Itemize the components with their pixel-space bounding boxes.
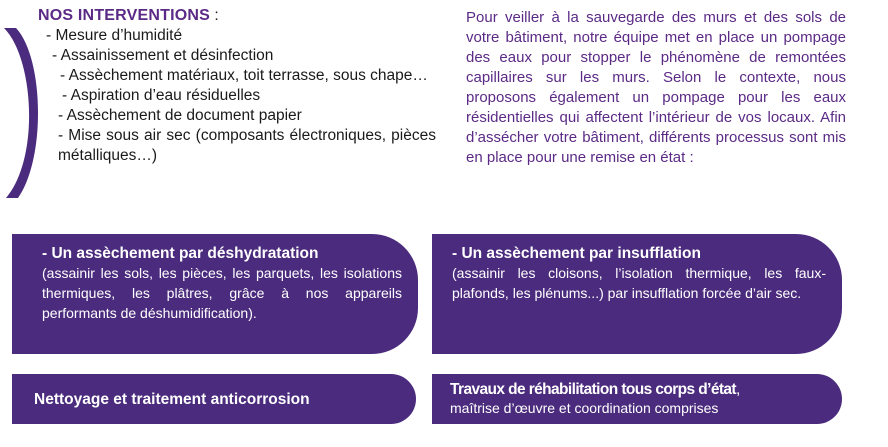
intervention-item: - Mesure d’humidité	[46, 27, 183, 44]
intervention-item: - Aspiration d’eau résiduelles	[62, 87, 261, 104]
panel-insufflation-desc: (assainir les cloisons, l’isolation thermique, les faux-plafonds, les plénums...) par insufflation forcée d’air sec.	[452, 265, 826, 301]
decorative-bracket	[0, 28, 42, 198]
intervention-item: - Assèchement matériaux, toit terrasse, sous chape…	[60, 67, 428, 84]
interventions-list	[38, 6, 438, 166]
panel-rehabilitation	[432, 374, 842, 424]
intro-paragraph: Pour veiller à la sauvegarde des murs et des sols de votre bâtiment, notre équipe met en place un pompage des eaux pour stopper le phénomène de remontées capillaires sur les murs. Selon le contexte, nous proposons également un pompage pour les eaux résidentielles qui affectent l’intérieur de vos locaux. Afin d’assécher votre bâtiment, différents processus sont mis en place pour une remise en état :	[466, 9, 846, 166]
panel-dehydration-title: - Un assèchement par déshydratation	[42, 245, 319, 262]
panel-insufflation	[432, 234, 842, 354]
panel-anticorrosion-title: Nettoyage et traitement anticorrosion	[34, 390, 310, 408]
interventions-heading-colon: :	[210, 7, 219, 24]
panel-dehydration-desc: (assainir les sols, les pièces, les parquets, les isolations thermiques, les plâtres, grâce à nos appareils performants de déshumidification).	[42, 265, 402, 321]
intervention-item: - Mise sous air sec (composants électroniques, pièces métalliques…)	[58, 127, 436, 164]
intervention-item: - Assainissement et désinfection	[52, 47, 274, 64]
panel-anticorrosion	[12, 374, 416, 424]
panel-rehabilitation-title-line	[450, 380, 842, 399]
panel-rehabilitation-title-suffix: ,	[736, 381, 741, 398]
panel-insufflation-title: - Un assèchement par insufflation	[452, 245, 701, 262]
interventions-heading-line	[38, 6, 438, 26]
panel-rehabilitation-desc: maîtrise d’œuvre et coordination comprises	[450, 400, 719, 416]
panel-rehabilitation-title: Travaux de réhabilitation tous corps d’état	[450, 381, 736, 398]
intervention-item: - Assèchement de document papier	[58, 107, 302, 124]
interventions-heading: NOS INTERVENTIONS	[38, 7, 211, 24]
panel-dehydration	[12, 234, 418, 354]
